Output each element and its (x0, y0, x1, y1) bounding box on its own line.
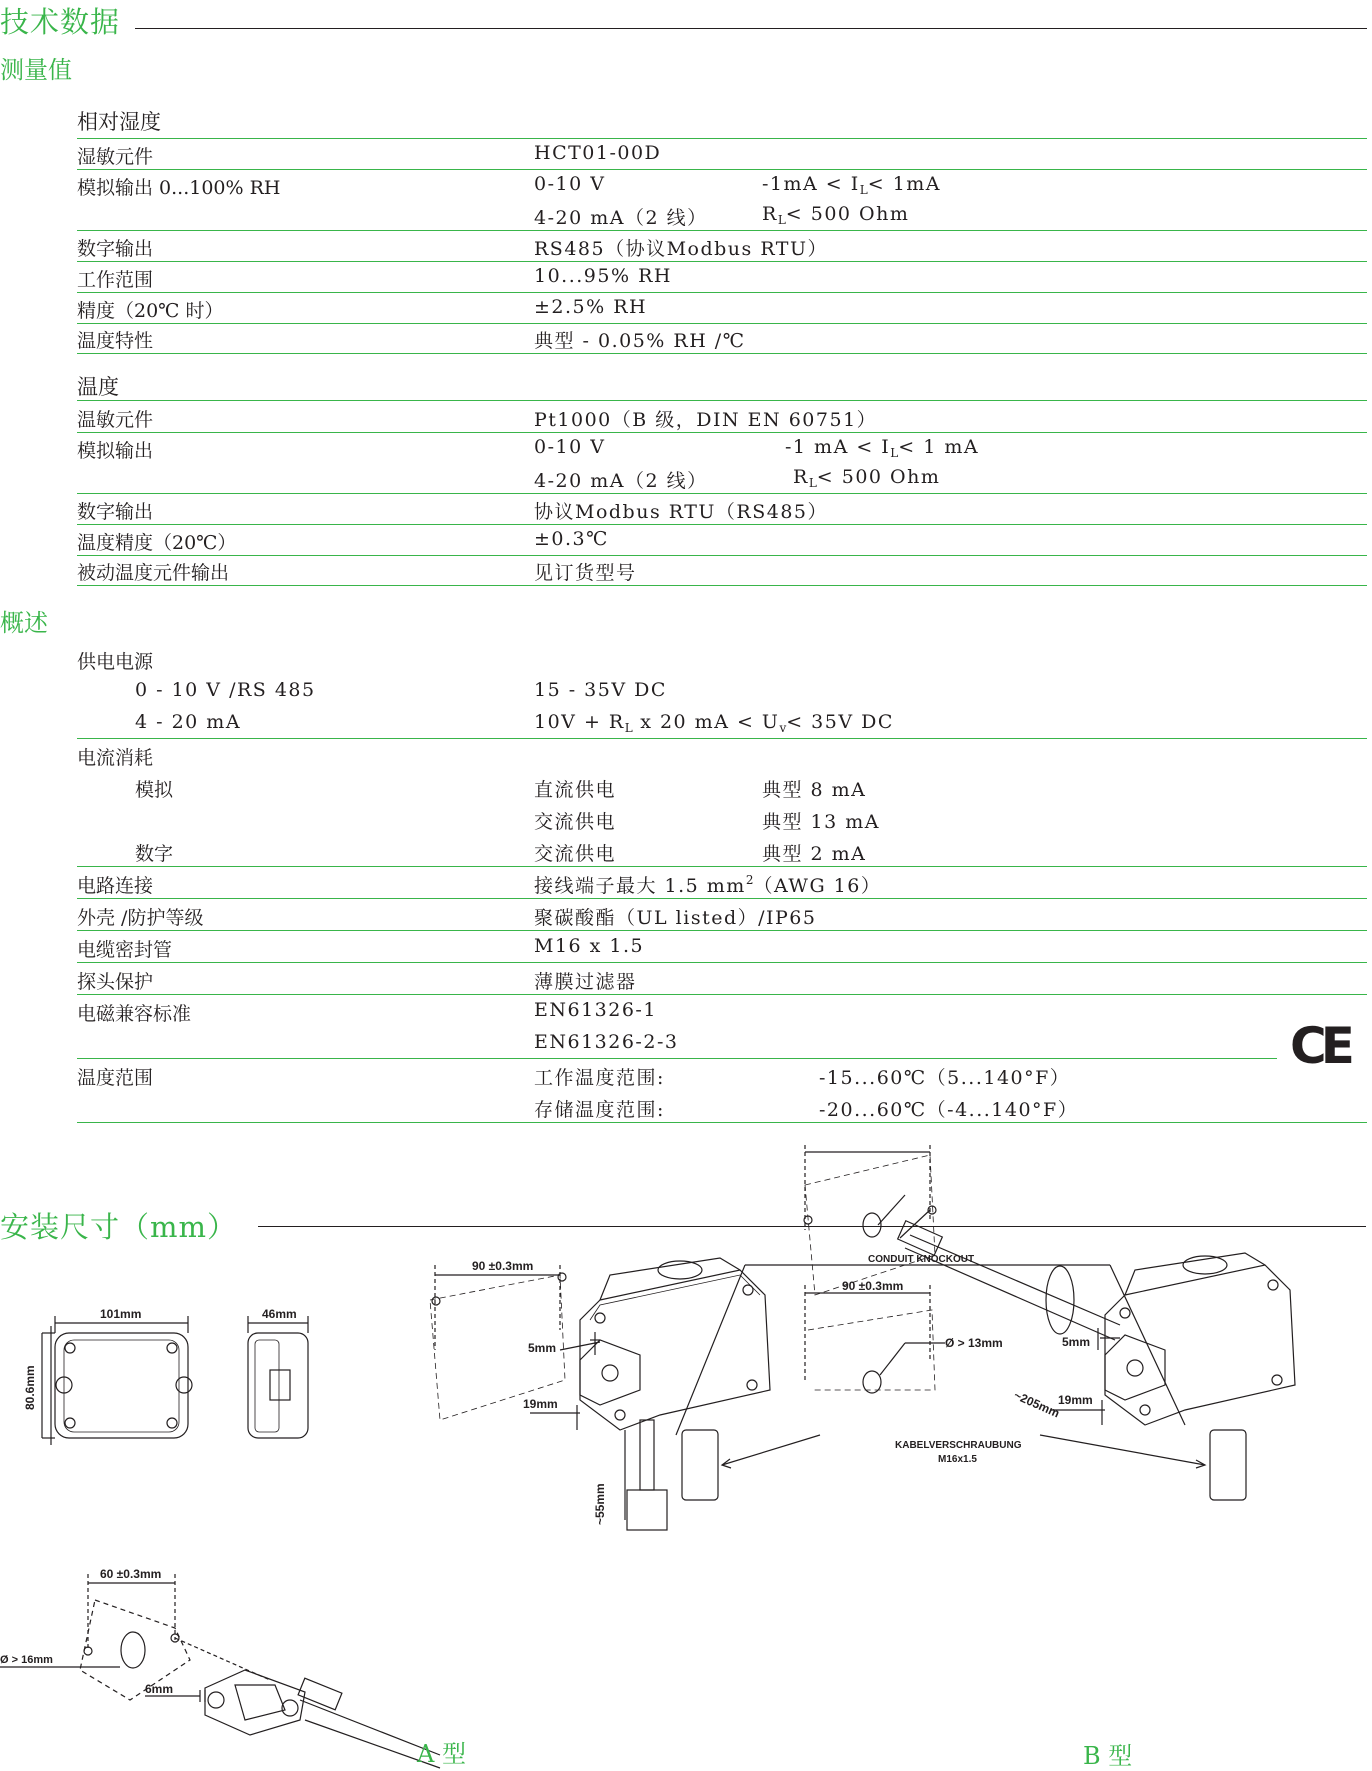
flange-mount-drawing (0, 1364, 440, 1768)
spec-row (77, 899, 1367, 931)
title-rule (135, 28, 1367, 29)
m16-label: M16x1.5 (938, 1454, 977, 1465)
spec-row (77, 963, 1367, 995)
spec-label: 工作范围 (77, 269, 154, 291)
dim-90-a: 90 ±0.3mm (472, 1259, 534, 1273)
spec-value: ±2.5% RH (534, 296, 648, 318)
spec-value: 15 - 35V DC (534, 679, 667, 701)
spec-row (77, 867, 1367, 899)
temperature-group-title: 温度 (77, 375, 119, 399)
spec-condition: 典型 2 mA (762, 843, 867, 865)
spec-label: 模拟输出 0...100% RH (77, 177, 281, 199)
spec-row (77, 108, 1367, 139)
spec-label: 精度（20℃ 时） (77, 300, 224, 322)
dim-5-a: 5mm (528, 1341, 557, 1355)
spec-label: 数字输出 (77, 501, 154, 523)
dim-6: 6mm (145, 1682, 174, 1696)
spec-label: 温敏元件 (77, 409, 154, 431)
spec-value: RS485（协议Modbus RTU） (534, 238, 828, 260)
spec-row (77, 370, 1367, 401)
spec-value: 0-10 V (534, 436, 606, 458)
conduit-knockout-leaders (675, 1125, 745, 1250)
dim-16: Ø > 16mm (0, 1654, 53, 1666)
spec-row (77, 169, 1367, 200)
dim-46: 46mm (262, 1307, 297, 1321)
general-title: 概述 (0, 609, 48, 637)
spec-row (77, 138, 1367, 170)
spec-condition: $-1mA < I_L< 1mA$ (762, 173, 942, 197)
spec-value: EN61326-2-3 (534, 1031, 679, 1053)
dim-13: Ø > 13mm (945, 1336, 1003, 1350)
spec-row (77, 261, 1367, 293)
dim-80-6: 80.6mm (23, 1365, 37, 1410)
measured-values-title: 测量值 (0, 56, 72, 84)
spec-row (77, 230, 1367, 262)
spec-value: EN61326-1 (534, 999, 657, 1021)
spec-row (77, 292, 1367, 324)
spec-condition: -1 mA < $I_L< 1$ mA (785, 436, 980, 460)
spec-condition: -15...60℃（5...140°F） (819, 1067, 1071, 1089)
spec-row (77, 739, 1367, 770)
conduit-label: CONDUIT KNOCKOUT (868, 1254, 975, 1265)
spec-value: 4-20 mA（2 线） (534, 207, 708, 229)
spec-value: 接线端子最大 1.5 $mm^2(AWG$ 16） (534, 873, 882, 897)
spec-value: ±0.3℃ (534, 528, 609, 550)
spec-value: 交流供电 (534, 811, 617, 833)
ce-mark: CE (1290, 1017, 1349, 1075)
spec-row (77, 1027, 1277, 1059)
spec-value: $10V + R_L$ x 20 mA < $U_v< 35V$ DC (534, 711, 894, 735)
dim-101: 101mm (100, 1307, 142, 1321)
spec-label: 被动温度元件输出 (77, 562, 230, 584)
spec-label: 电路连接 (77, 875, 154, 897)
tech-data-title: 技术数据 (0, 5, 121, 39)
spec-label: 温度特性 (77, 330, 154, 352)
spec-label: 探头保护 (77, 971, 154, 993)
spec-condition: 典型 8 mA (762, 779, 867, 801)
spec-label: 供电电源 (77, 651, 154, 673)
spec-label: 温度精度（20℃） (77, 532, 237, 554)
dim-5-b: 5mm (1062, 1335, 1091, 1349)
spec-row (77, 835, 1367, 867)
spec-row (77, 199, 1367, 231)
spec-label: 电缆密封管 (77, 939, 173, 961)
spec-value: HCT01-00D (534, 142, 662, 164)
spec-value: 0-10 V (534, 173, 606, 195)
dim-19-a: 19mm (523, 1397, 558, 1411)
spec-value: 薄膜过滤器 (534, 971, 637, 993)
spec-value: M16 x 1.5 (534, 935, 645, 957)
spec-row (77, 803, 1367, 834)
spec-condition: 典型 13 mA (762, 811, 880, 833)
conduit-leaders (675, 1110, 1105, 1255)
spec-value: 协议Modbus RTU（RS485） (534, 501, 828, 523)
dim-205: ~205mm (1011, 1387, 1062, 1421)
spec-condition: -20...60℃（-4...140°F） (819, 1099, 1079, 1121)
spec-value: 存储温度范围: (534, 1099, 665, 1121)
dim-60: 60 ±0.3mm (100, 1567, 162, 1581)
spec-label: 0 - 10 V /RS 485 (135, 679, 316, 701)
spec-value: 10...95% RH (534, 265, 672, 287)
spec-row (77, 771, 1367, 802)
install-rule (258, 1226, 1366, 1227)
humidity-group-title: 相对湿度 (77, 110, 161, 134)
type-a-caption: A 型 (417, 1740, 466, 1768)
dim-19-b: 19mm (1058, 1393, 1093, 1407)
spec-label: 模拟输出 (77, 440, 154, 462)
dim-55: ~55mm (593, 1483, 607, 1525)
spec-value: 直流供电 (534, 779, 617, 801)
spec-value: 典型 - 0.05% RH /℃ (534, 330, 746, 352)
spec-label: 电流消耗 (77, 747, 154, 769)
spec-row (77, 554, 1367, 586)
spec-label: 数字 (135, 843, 174, 865)
spec-row (77, 462, 1367, 494)
spec-label: 湿敏元件 (77, 146, 154, 168)
spec-label: 4 - 20 mA (135, 711, 242, 733)
spec-row (77, 524, 1367, 556)
spec-label: 电磁兼容标准 (77, 1003, 192, 1025)
spec-label: 模拟 (135, 779, 174, 801)
spec-row (77, 1091, 1367, 1123)
spec-condition: $R_L< 500$ Ohm (793, 466, 941, 490)
spec-row (77, 1059, 1367, 1090)
spec-row (77, 675, 1367, 706)
spec-value: 聚碳酸酯（UL listed）/IP65 (534, 907, 817, 929)
kabel-label: KABELVERSCHRAUBUNG (895, 1440, 1022, 1451)
type-b-caption: B 型 (1083, 1742, 1133, 1770)
spec-value: 见订货型号 (534, 562, 637, 584)
spec-row (77, 401, 1367, 433)
spec-value: 4-20 mA（2 线） (534, 470, 708, 492)
spec-label: 外壳 /防护等级 (77, 907, 204, 929)
spec-row (77, 643, 1367, 674)
spec-value: Pt1000（B 级，DIN EN 60751） (534, 409, 878, 431)
spec-label: 温度范围 (77, 1067, 154, 1089)
spec-row (77, 432, 1367, 463)
install-title: 安装尺寸（mm） (0, 1210, 237, 1244)
spec-row (77, 931, 1367, 963)
spec-condition: $R_L< 500$ Ohm (762, 203, 910, 227)
spec-row (77, 995, 1367, 1026)
dim-90-b: 90 ±0.3mm (842, 1279, 904, 1293)
spec-row (77, 493, 1367, 525)
spec-row (77, 322, 1367, 354)
spec-value: 交流供电 (534, 843, 617, 865)
spec-label: 数字输出 (77, 238, 154, 260)
spec-value: 工作温度范围: (534, 1067, 665, 1089)
spec-row (77, 707, 1367, 739)
